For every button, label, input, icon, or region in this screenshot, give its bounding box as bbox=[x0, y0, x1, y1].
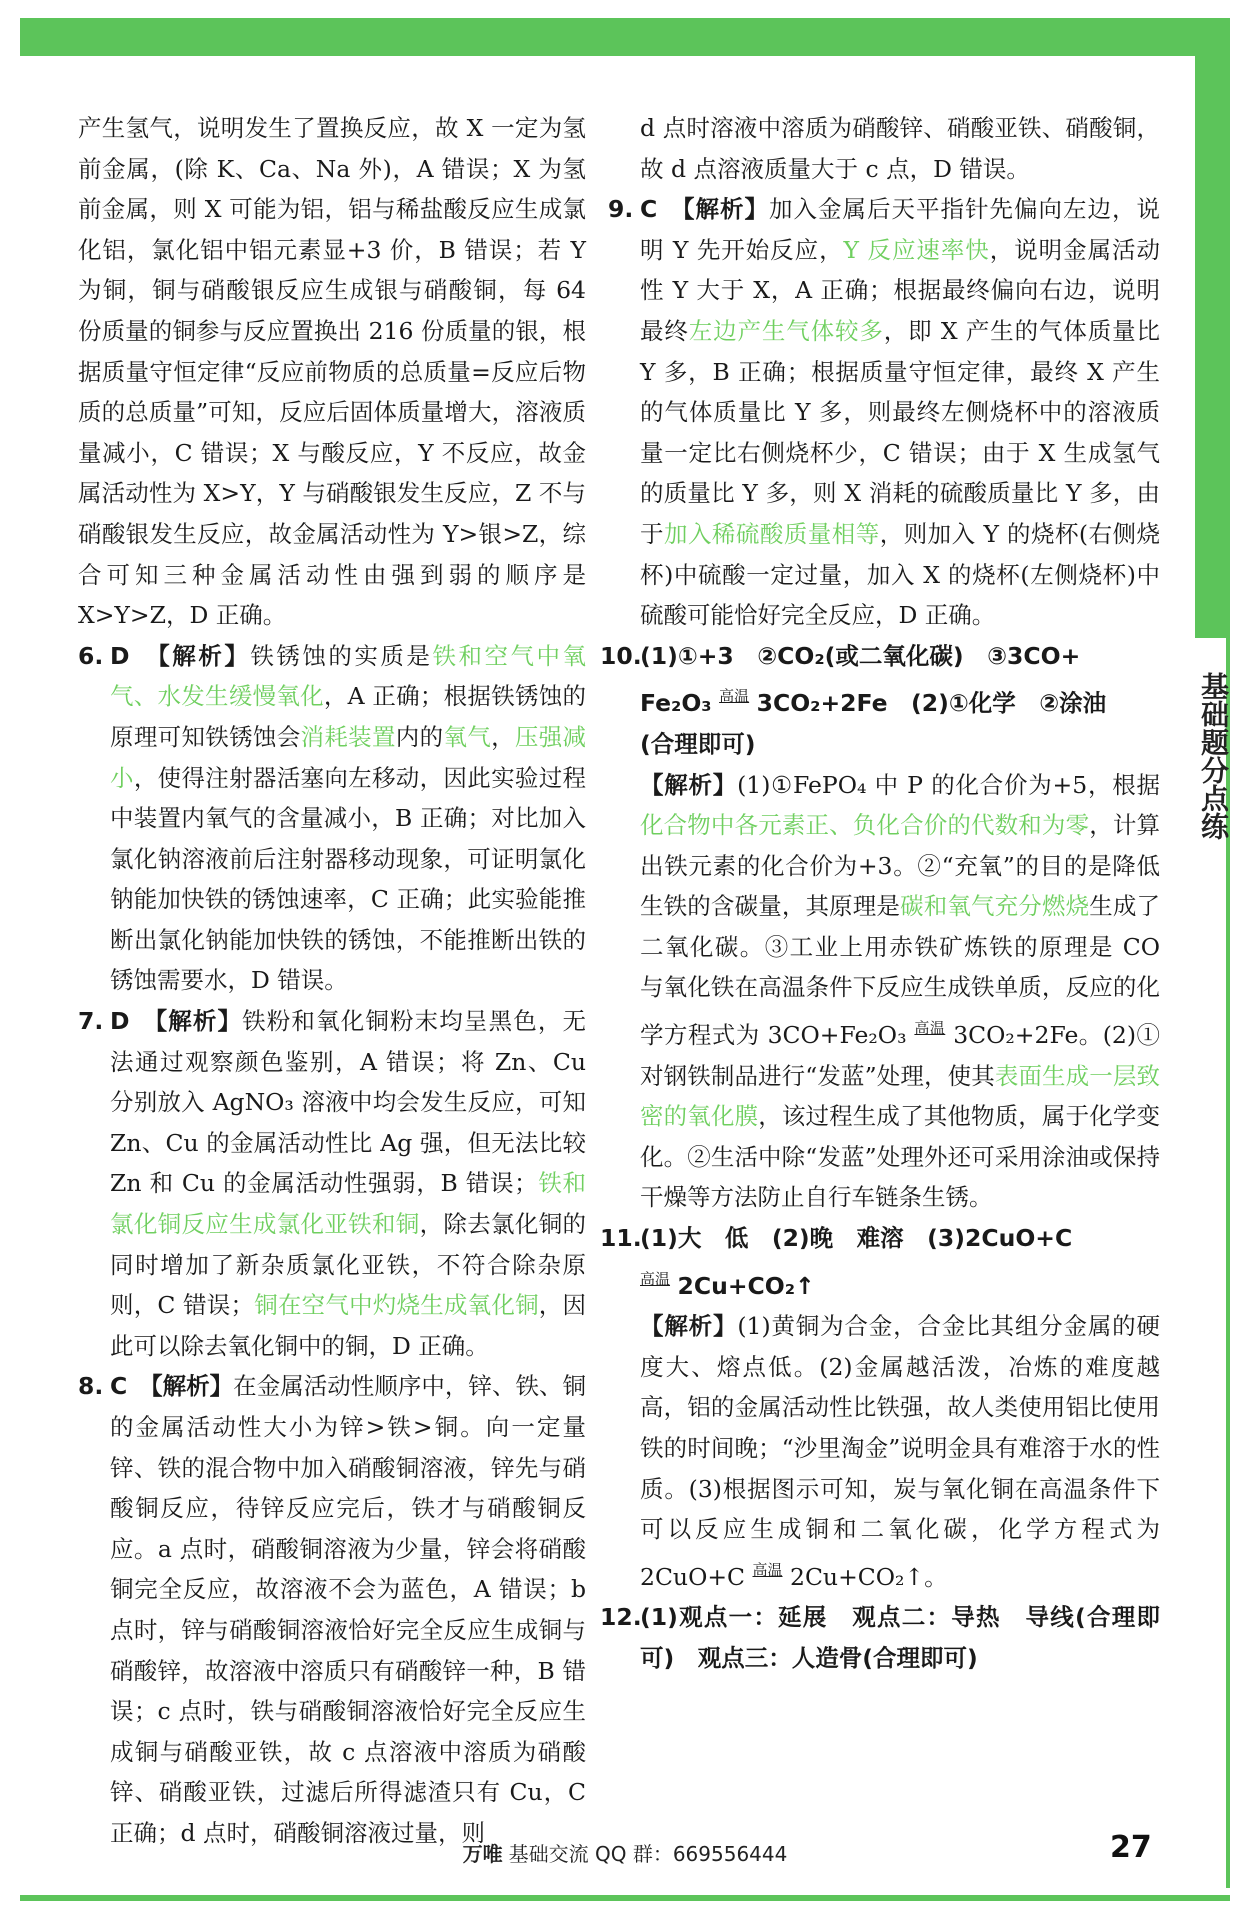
question-8 bbox=[78, 1366, 586, 1853]
highlight: 铁和空气中氧气、水发生缓慢氧化 bbox=[110, 641, 587, 711]
question-number: 12. bbox=[600, 1603, 642, 1632]
text: ，则加入 Y 的烧杯(右侧烧杯)中硫酸一定过量，加入 X 的烧杯(左侧烧杯)中硫酸可能恰好完全反应，D 正确。 bbox=[640, 519, 1161, 630]
answer-letter: C bbox=[640, 195, 658, 224]
text: ， bbox=[491, 722, 515, 751]
question-9 bbox=[608, 189, 1161, 636]
text: 加入金属后天平指针先偏向左边，说明 Y 先开始反应， bbox=[640, 195, 1160, 264]
text: 在金属活动性顺序中，锌、铁、铜的金属活动性大小为锌>铁>铜。向一定量锌、铁的混合物中加入硝酸铜溶液，锌先与硝酸铜反应，待锌反应完后，铁才与硝酸铜反应。a 点时，硝酸铜溶液为少量，锌会将硝酸铜完全反应，故溶液不会为蓝色，A 错误；b 点时，锌与硝酸铜溶液恰好完全反应生成铜与硝酸锌，故溶液中溶质只有硝酸锌一种，B 错误；c 点时，铁与硝酸铜溶液恰好完全反应生成铜与硝酸亚铁，故 c 点溶液中溶质为硝酸锌、硝酸亚铁，过滤后所得滤渣只有 Cu，C 正确；d 点时，硝酸铜溶液过量，则 bbox=[110, 1372, 587, 1847]
question-11 bbox=[600, 1218, 1160, 1597]
question-6 bbox=[78, 636, 586, 1001]
highlight: 表面生成一层致密的氧化膜 bbox=[640, 1061, 1161, 1131]
side-tab-bar bbox=[1195, 18, 1230, 638]
highlight: 压强减小 bbox=[110, 722, 587, 792]
section-side-label: 基础题分点练 bbox=[1197, 672, 1230, 840]
text: ，说明金属活动性 Y 大于 X，A 正确；根据最终偏向右边，说明最终 bbox=[640, 235, 1160, 345]
answer-letter: D bbox=[110, 641, 130, 670]
answer: (1)观点一：延展 观点二：导热 导线(合理即可) 观点三：人造骨(合理即可) bbox=[640, 1603, 1160, 1672]
analysis-tag: 【解析】 bbox=[640, 1312, 738, 1341]
condition: 高温 bbox=[914, 1019, 946, 1038]
analysis-tag: 【解析】 bbox=[682, 195, 769, 224]
question-12 bbox=[600, 1597, 1160, 1678]
question-number: 10. bbox=[600, 641, 642, 670]
highlight: 碳和氧气充分燃烧 bbox=[900, 892, 1090, 921]
text: ，使得注射器活塞向左移动，因此实验过程中装置内氧气的含量减小，B 正确；对比加入氯化钠溶液前后注射器移动现象，可证明氯化钠能加快铁的锈蚀速率，C 正确；此实验能推断出氯化钠能加快铁的锈蚀，不能推断出铁的锈蚀需要水，D 错误。 bbox=[110, 763, 587, 995]
footer-text: 基础交流 QQ 群：669556444 bbox=[508, 1842, 788, 1866]
question-number: 6. bbox=[78, 641, 104, 670]
text: (1)①FePO₄ 中 P 的化合价为+5，根据 bbox=[737, 770, 1160, 799]
footer-bar bbox=[20, 1895, 1230, 1901]
text: ，即 X 产生的气体质量比 Y 多，B 正确；根据质量守恒定律，最终 X 产生的气体质量比 Y 多，则最终左侧烧杯中的溶液质量一定比右侧烧杯少，C 错误；由于 X 生成氢气的质量比 Y 多，则 X 消耗的硫酸质量比 Y 多，由于 bbox=[640, 316, 1161, 548]
condition: 高温 bbox=[752, 1560, 783, 1579]
answer-letter: C bbox=[110, 1372, 128, 1401]
question-number: 11. bbox=[600, 1224, 642, 1253]
answer: (1)大 低 (2)晚 难溶 (3)2CuO+C bbox=[640, 1224, 1073, 1253]
analysis-tag: 【解析】 bbox=[640, 770, 738, 799]
header-bar bbox=[20, 18, 1230, 56]
analysis-tag: 【解析】 bbox=[150, 1372, 234, 1401]
left-column bbox=[78, 108, 586, 1854]
condition: 高温 bbox=[719, 687, 750, 706]
text: (1)黄铜为合金，合金比其组分金属的硬度大、熔点低。(2)金属越活泼，冶炼的难度越高，铝的金属活动性比铁强，故人类使用铝比使用铁的时间晚；“沙里淘金”说明金具有难溶于水的性质。(3)根据图示可知，炭与氧化铜在高温条件下可以反应生成铜和二氧化碳，化学方程式为 2CuO+C bbox=[640, 1312, 1160, 1591]
question-number: 8. bbox=[78, 1372, 104, 1401]
question-10 bbox=[600, 636, 1161, 1218]
highlight: Y 反应速率快 bbox=[843, 235, 990, 264]
text: ，计算出铁元素的化合价为+3。②“充氧”的目的是降低生铁的含碳量，其原理是 bbox=[640, 811, 1161, 921]
highlight: 化合物中各元素正、负化合价的代数和为零 bbox=[640, 811, 1090, 840]
text: ，因此可以除去氧化铜中的铜，D 正确。 bbox=[110, 1291, 587, 1360]
answer: (合理即可) bbox=[640, 729, 756, 758]
text: 生成了二氧化碳。③工业上用赤铁矿炼铁的原理是 CO 与氧化铁在高温条件下反应生成铁单质，反应的化学方程式为 3CO+Fe₂O₃ bbox=[640, 892, 1161, 1050]
answer: (1)①+3 ②CO₂(或二氧化碳) ③3CO+ bbox=[640, 641, 1081, 670]
paragraph-continuation: d 点时溶液中溶质为硝酸锌、硝酸亚铁、硝酸铜，故 d 点溶液质量大于 c 点，D 错误。 bbox=[640, 114, 1160, 183]
brand-logo: 万唯 bbox=[462, 1842, 503, 1866]
analysis-tag: 【解析】 bbox=[155, 1007, 243, 1036]
text: 铁粉和氧化铜粉末均呈黑色，无法通过观察颜色鉴别，A 错误；将 Zn、Cu 分别放入 AgNO₃ 溶液中均会发生反应，可知 Zn、Cu 的金属活动性比 Ag 强，但无法比较 Zn 和 Cu 的金属活动性强弱，B 错误； bbox=[110, 1007, 587, 1198]
answer: 2Cu+CO₂↑ bbox=[677, 1271, 815, 1300]
highlight: 铁和氯化铜反应生成氯化亚铁和铜 bbox=[110, 1169, 586, 1239]
question-number: 7. bbox=[78, 1007, 104, 1036]
highlight: 左边产生气体较多 bbox=[688, 316, 884, 345]
text: ，该过程生成了其他物质，属于化学变化。②生活中除“发蓝”处理外还可采用涂油或保持干燥等方法防止自行车链条生锈。 bbox=[640, 1102, 1161, 1212]
right-edge-bar bbox=[1226, 18, 1230, 1888]
highlight: 加入稀硫酸质量相等 bbox=[663, 519, 880, 548]
answer: 3CO₂+2Fe (2)①化学 ②涂油 bbox=[756, 689, 1107, 718]
text: 3CO₂+2Fe。(2)①对钢铁制品进行“发蓝”处理，使其 bbox=[640, 1021, 1160, 1090]
text: 2Cu+CO₂↑。 bbox=[790, 1562, 948, 1591]
right-column bbox=[600, 108, 1161, 1679]
footer bbox=[0, 1838, 1250, 1867]
analysis-tag: 【解析】 bbox=[158, 641, 251, 670]
text: 铁锈蚀的实质是 bbox=[250, 641, 433, 670]
text: 内的 bbox=[395, 722, 444, 751]
answer: Fe₂O₃ bbox=[640, 689, 712, 718]
text: ，A 正确；根据铁锈蚀的原理可知铁锈蚀会 bbox=[110, 682, 586, 751]
highlight: 铜在空气中灼烧生成氧化铜 bbox=[254, 1291, 539, 1320]
highlight: 消耗装置 bbox=[300, 722, 396, 751]
text: ，除去氯化铜的同时增加了新杂质氯化亚铁，不符合除杂原则，C 错误； bbox=[110, 1210, 587, 1320]
paragraph-continuation: 产生氢气，说明发生了置换反应，故 X 一定为氢前金属，(除 K、Ca、Na 外)，A 错误；X 为氢前金属，则 X 可能为铝，铝与稀盐酸反应生成氯化铝，氯化铝中铝元素显+3 价，B 错误；若 Y 为铜，铜与硝酸银反应生成银与硝酸铜，每 64 份质量的铜参与反应置换出 216 份质量的银，根据质量守恒定律“反应前物质的总质量=反应后物质的总质量”可知，反应后固体质量增大，溶液质量减小，C 错误；X 与酸反应，Y 不反应，故金属活动性为 X>Y，Y 与硝酸银发生反应，Z 不与硝酸银发生反应，故金属活动性为 Y>银>Z，综合可知三种金属活动性由强到弱的顺序是 X>Y>Z，D 正确。 bbox=[78, 114, 586, 630]
question-7 bbox=[78, 1001, 586, 1366]
condition: 高温 bbox=[640, 1269, 671, 1288]
answer-letter: D bbox=[110, 1007, 130, 1036]
page-number: 27 bbox=[1110, 1830, 1152, 1865]
highlight: 氧气 bbox=[443, 722, 492, 751]
question-number: 9. bbox=[608, 195, 634, 224]
